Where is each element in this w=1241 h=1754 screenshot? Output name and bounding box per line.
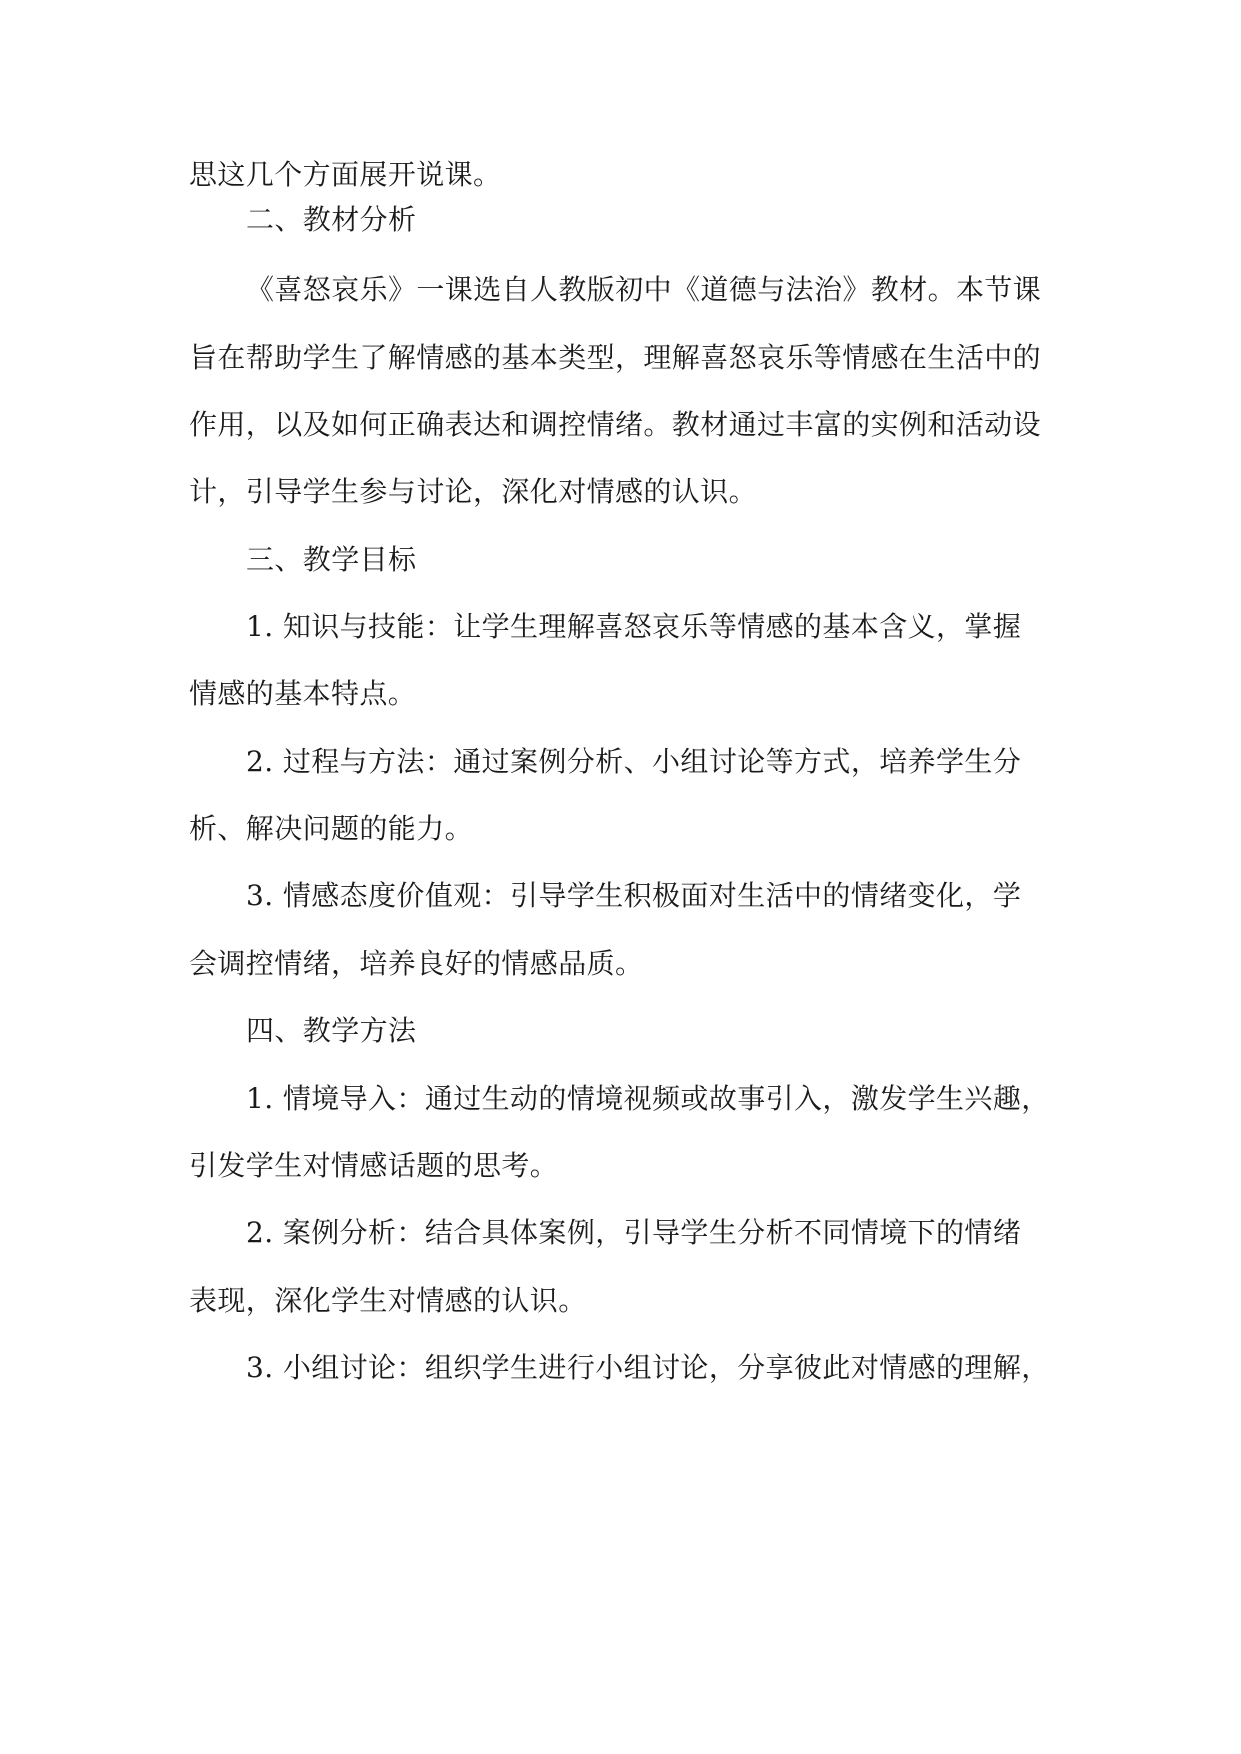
list-item-line: 2. 案例分析：结合具体案例，引导学生分析不同情境下的情绪	[246, 1216, 1022, 1249]
paragraph-line: 《喜怒哀乐》一课选自人教版初中《道德与法治》教材。本节课	[246, 273, 1042, 306]
paragraph-line: 计，引导学生参与讨论，深化对情感的认识。	[189, 475, 758, 508]
list-item-line: 引发学生对情感话题的思考。	[189, 1149, 559, 1182]
section-heading-teaching-methods: 四、教学方法	[246, 1014, 417, 1047]
list-item-line: 3. 小组讨论：组织学生进行小组讨论，分享彼此对情感的理解，	[246, 1351, 1050, 1384]
paragraph-line: 旨在帮助学生了解情感的基本类型，理解喜怒哀乐等情感在生活中的	[189, 341, 1042, 374]
list-item-line: 情感的基本特点。	[189, 677, 417, 710]
paragraph-line: 作用，以及如何正确表达和调控情绪。教材通过丰富的实例和活动设	[189, 408, 1042, 441]
section-heading-textbook-analysis: 二、教材分析	[246, 203, 417, 236]
text-line-continuation: 思这几个方面展开说课。	[189, 158, 502, 191]
list-item-line: 2. 过程与方法：通过案例分析、小组讨论等方式，培养学生分	[246, 745, 1022, 778]
list-item-line: 1. 知识与技能：让学生理解喜怒哀乐等情感的基本含义，掌握	[246, 610, 1022, 643]
list-item-line: 析、解决问题的能力。	[189, 812, 474, 845]
section-heading-teaching-goals: 三、教学目标	[246, 543, 417, 576]
list-item-line: 会调控情绪，培养良好的情感品质。	[189, 947, 644, 980]
list-item-line: 3. 情感态度价值观：引导学生积极面对生活中的情绪变化，学	[246, 879, 1022, 912]
list-item-line: 表现，深化学生对情感的认识。	[189, 1284, 587, 1317]
list-item-line: 1. 情境导入：通过生动的情境视频或故事引入，激发学生兴趣，	[246, 1082, 1050, 1115]
